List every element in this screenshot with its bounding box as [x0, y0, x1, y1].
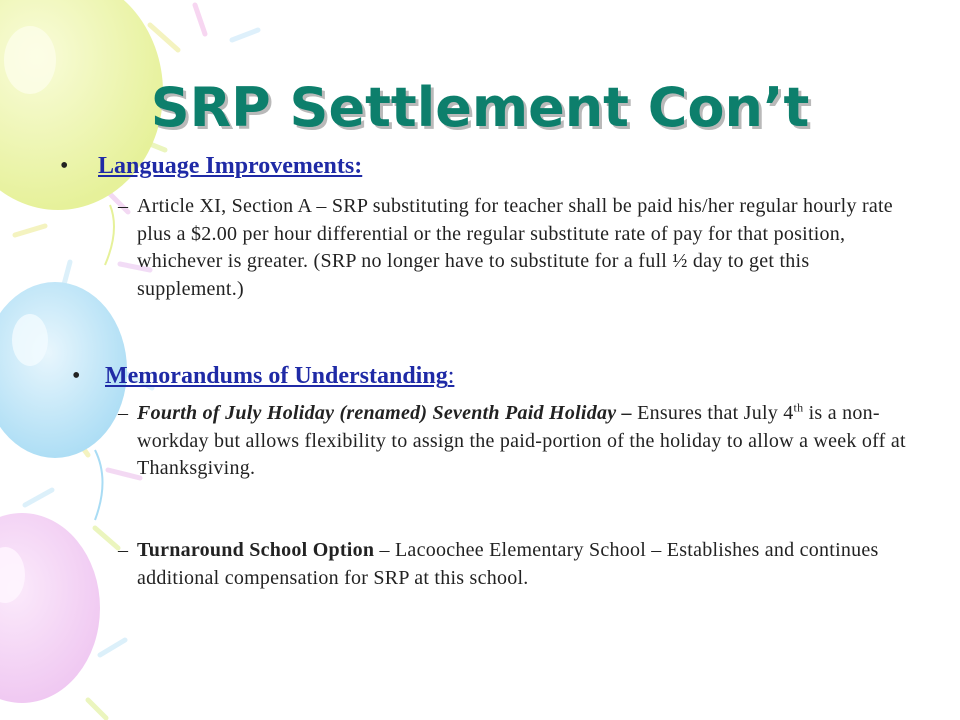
slide-title: SRP Settlement Con’t	[150, 76, 810, 139]
superscript-th: th	[793, 400, 804, 415]
heading-colon: :	[447, 363, 455, 389]
section-heading	[98, 151, 362, 181]
section-heading	[105, 361, 454, 391]
article-xi-text: Article XI, Section A – SRP substituting for teacher shall be paid his/her regular hourly rate plus a $2.00 per hour differential or the regular substitute rate of pay for that position, whichever is greater. (SRP no longer have to substitute for a full ½ day to get this supplement.)	[137, 195, 893, 300]
item-text	[137, 193, 912, 303]
item-text	[137, 400, 912, 483]
heading-language-improvements: Language Improvements:	[98, 153, 363, 179]
dash-icon: –	[118, 539, 128, 561]
item-text	[137, 537, 912, 592]
dash-icon: –	[118, 195, 128, 217]
fourth-of-july-body-1: Ensures that July 4	[631, 402, 794, 424]
turnaround-lead: Turnaround School Option	[137, 539, 375, 561]
bullet-icon: •	[72, 363, 81, 389]
fourth-of-july-lead: Fourth of July Holiday (renamed) Seventh Paid Holiday –	[137, 402, 632, 424]
turnaround-body: – Lacoochee Elementary School – Establishes and continues additional compensation for SRP at this school.	[137, 539, 879, 589]
fourth-of-july-body-2: is a non-workday but allows flexibility to assign the paid-portion of the holiday to allow a week off at Thanksgiving.	[137, 402, 906, 479]
heading-memorandums: Memorandums of Understanding	[105, 363, 448, 389]
bullet-icon: •	[60, 153, 69, 179]
dash-icon: –	[118, 402, 128, 424]
